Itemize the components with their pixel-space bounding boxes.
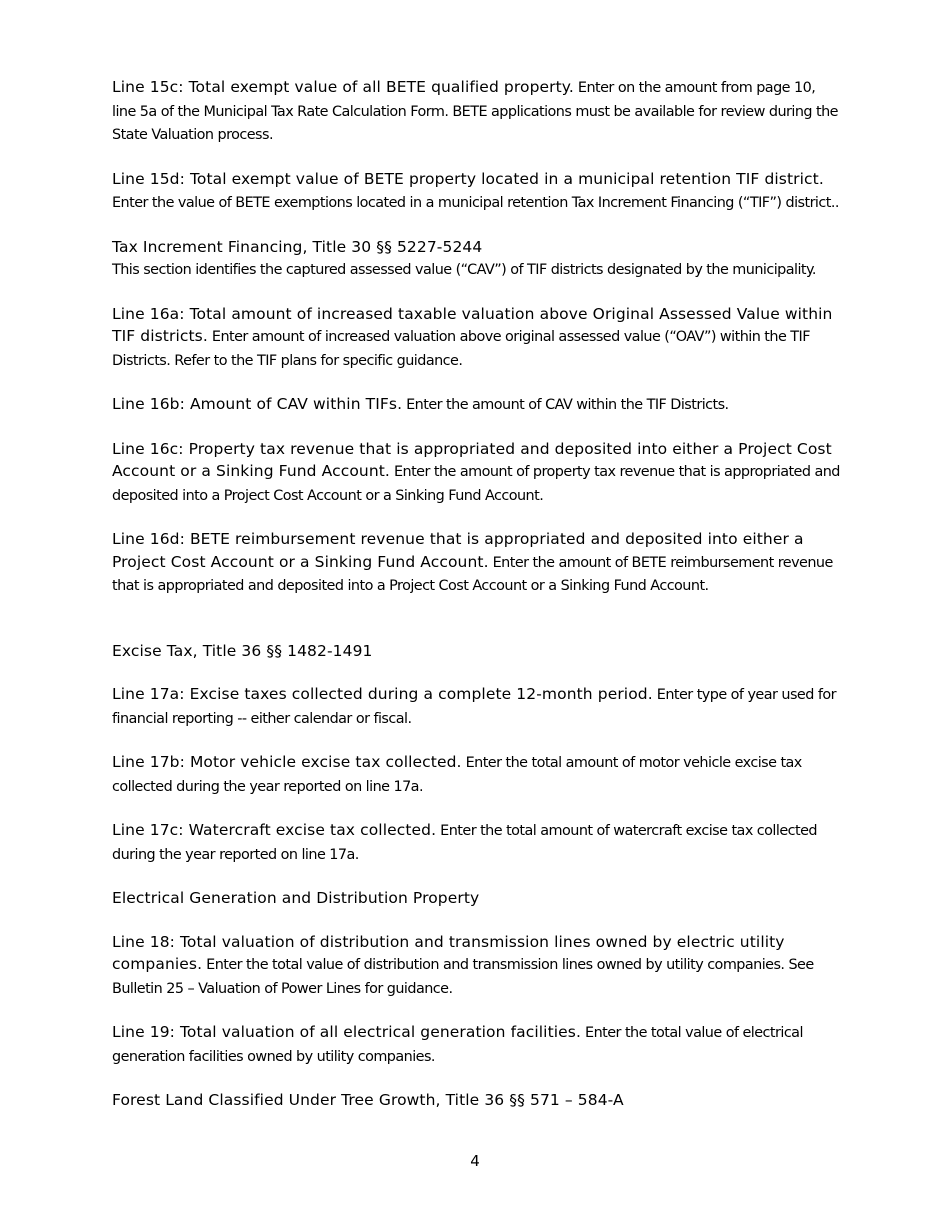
section-line-17b: [112, 751, 842, 798]
line-17a-lead: Line 17a: Excise taxes collected during a complete 12-month period.: [112, 685, 653, 703]
excise-heading: Excise Tax, Title 36 §§ 1482-1491: [112, 641, 373, 660]
section-line-18: [112, 931, 842, 1001]
tree-growth-heading: Forest Land Classified Under Tree Growth, Title 36 §§ 571 – 584-A: [112, 1091, 624, 1109]
line-16b-lead: Line 16b: Amount of CAV within TIFs.: [112, 395, 403, 413]
line-17c-lead: Line 17c: Watercraft excise tax collected.: [112, 821, 437, 839]
section-line-17a: [112, 683, 842, 730]
section-line-19: [112, 1021, 842, 1068]
section-line-16c: [112, 438, 842, 508]
line-19-body: Enter the total value of electrical generation facilities owned by utility companies.: [112, 1025, 803, 1065]
line-16d-lead: Line 16d: BETE reimbursement revenue that is appropriated and deposited into either a Project Cost Account or a Sinking Fund Account.: [112, 530, 804, 571]
line-15c-body: Enter on the amount from page 10, line 5a of the Municipal Tax Rate Calculation Form. BETE applications must be available for review during the State Valuation process.: [112, 80, 838, 143]
section-line-16d: [112, 528, 842, 598]
line-17c-body: Enter the total amount of watercraft excise tax collected during the year reported on line 17a.: [112, 823, 817, 863]
section-tree-growth-heading: [112, 1089, 842, 1112]
electrical-heading: Electrical Generation and Distribution Property: [112, 889, 480, 907]
page-number: 4: [470, 1152, 480, 1170]
line-19-lead: Line 19: Total valuation of all electrical generation facilities.: [112, 1023, 582, 1041]
document-page: [112, 76, 842, 1133]
section-excise-heading: [112, 640, 842, 663]
line-17a-body: Enter type of year used for financial reporting -- either calendar or fiscal.: [112, 687, 836, 727]
line-16c-body: Enter the amount of property tax revenue that is appropriated and deposited into a Project Cost Account or a Sinking Fund Account.: [112, 464, 840, 504]
line-16a-body: Enter amount of increased valuation above original assessed value (“OAV”) within the TIF Districts. Refer to the TIF plans for specific guidance.: [112, 329, 810, 369]
line-17b-lead: Line 17b: Motor vehicle excise tax collected.: [112, 753, 462, 771]
section-tif-heading: [112, 236, 842, 282]
line-16a-lead: Line 16a: Total amount of increased taxable valuation above Original Assessed Value within TIF districts.: [112, 304, 833, 345]
section-line-17c: [112, 819, 842, 866]
line-15d-lead: Line 15d: Total exempt value of BETE property located in a municipal retention TIF district.: [112, 169, 824, 188]
line-18-body: Enter the total value of distribution and transmission lines owned by utility companies. See Bulletin 25 – Valuation of Power Lines for guidance.: [112, 957, 814, 997]
tif-description: This section identifies the captured assessed value (“CAV”) of TIF districts designated by the municipality.: [112, 262, 816, 278]
line-18-lead: Line 18: Total valuation of distribution and transmission lines owned by electric utility companies.: [112, 932, 785, 973]
section-line-16a: [112, 303, 842, 373]
line-16c-lead: Line 16c: Property tax revenue that is appropriated and deposited into either a Project Cost Account or a Sinking Fund Account.: [112, 439, 832, 480]
tif-heading: Tax Increment Financing, Title 30 §§ 5227-5244: [112, 237, 483, 256]
line-16b-body: Enter the amount of CAV within the TIF Districts.: [402, 397, 729, 413]
section-line-16b: [112, 393, 842, 417]
line-15d-body: Enter the value of BETE exemptions located in a municipal retention Tax Increment Financing (“TIF”) district..: [112, 195, 839, 211]
section-electrical-heading: [112, 887, 842, 910]
line-17b-body: Enter the total amount of motor vehicle excise tax collected during the year reported on line 17a.: [112, 755, 802, 795]
line-16d-body: Enter the amount of BETE reimbursement revenue that is appropriated and deposited into a Project Cost Account or a Sinking Fund Account.: [112, 554, 833, 594]
section-line-15d: [112, 168, 842, 215]
section-line-15c: [112, 76, 842, 147]
line-15c-lead: Line 15c: Total exempt value of all BETE qualified property.: [112, 78, 574, 96]
